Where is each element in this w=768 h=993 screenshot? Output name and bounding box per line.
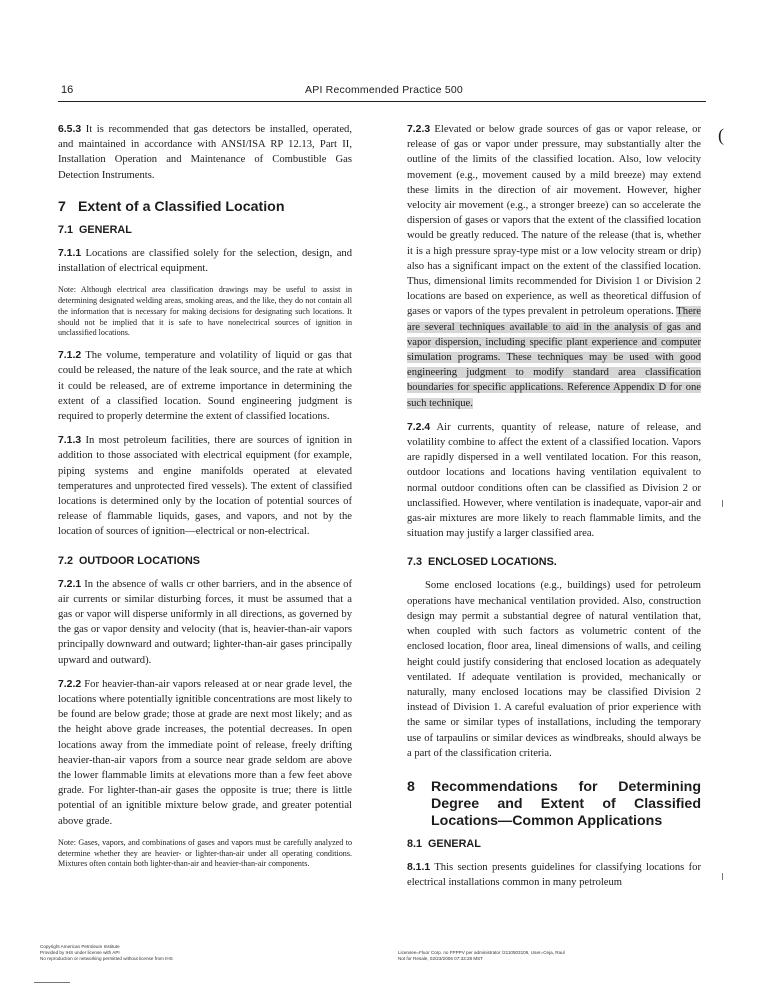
paragraph-7-1-1: 7.1.1 Locations are classified solely for the selection, design, and installation of electrical equipment. xyxy=(58,247,352,275)
right-column xyxy=(407,122,701,899)
paragraph-7-2-2: 7.2.2 For heavier-than-air vapors released at or near grade level, the locations where potentially ignitible concentrations are most likely to be found are below grade; those at grade are next most likely; and as the height above grade increases, the potential decreases. In open locations away from the immediate point of release, freely drifting heavier-than-air vapors from a source near grade seldom are above the lower flammable limits at elevations more than a few feet above grade. For lighter-than-air gases the opposite is true; there is little potential of an ignitible mixture below grade, and greater potential above grade. xyxy=(58,678,352,827)
paragraph-7-1-2: 7.1.2 The volume, temperature and volatility of liquid or gas that could be released, the nature of the leak source, and the rate at which it could be released, are of extreme importance in determining the extent of a classified location. Sound engineering judgment is required to properly determine the extent of classified locations. xyxy=(58,350,352,423)
paragraph-6-5-3: 6.5.3 It is recommended that gas detectors be installed, operated, and maintained in accordance with ANSI/ISA RP 12.13, Part II, Installation Operation and Maintenance of Combustible Gas Detection Instruments. xyxy=(58,124,352,181)
subsection-7-2-heading: 7.2 OUTDOOR LOCATIONS xyxy=(58,554,200,567)
page-number: 16 xyxy=(61,84,74,96)
paragraph-7-2-1: 7.2.1 In the absence of walls cr other barriers, and in the absence of air currents or similar disturbing forces, it must be assumed that a gas or vapor will disperse uniformly in all directions, as governed by the gas or vapor density and velocity (that is, heavier-than-air vapors principally downward and outward; lighter-than-air gases principally upward and outward). xyxy=(58,578,352,666)
header-rule xyxy=(58,101,706,102)
footer-license: Licensee=Fluor Corp. no FPPPV per administrator /2110503106, User=Ceja, Raul Not for Resale, 02/23/2006 07:33:28 MST xyxy=(398,950,565,962)
subsection-7-3-heading: 7.3 ENCLOSED LOCATIONS. xyxy=(407,556,557,569)
footer-copyright: Copyright American Petroleum Institute Provided by IHS under license with API No reproduction or networking permitted without license from IHS xyxy=(40,944,173,962)
paragraph-8-1-1: 8.1.1 This section presents guidelines for classifying locations for electrical installations common in many petroleum xyxy=(407,861,701,889)
paragraph-7-1-3: 7.1.3 In most petroleum facilities, there are sources of ignition in addition to those associated with electrical equipment (for example, piping systems and engine manifolds operated at elevated temperatures and unprotected fired vessels). The extent of classified locations is determined only by the location of potential sources of release of flammable liquids, gases, and vapors, and not by the location of sources of ignition—electrical or non-electrical. xyxy=(58,435,353,538)
left-column xyxy=(58,122,352,879)
note-2: Note: Gases, vapors, and combinations of gases and vapors must be carefully analyzed to determine whether they are heavier- or lighter-than-air under all operating conditions. Mixtures often contain both lighter-than-air and heavier-than-air components. xyxy=(58,837,352,869)
section-7-heading: 7 Extent of a Classified Location xyxy=(58,198,285,215)
paragraph-7-2-4: 7.2.4 Air currents, quantity of release, nature of release, and volatility combine to affect the extent of a classified location. Vapors are rapidly dispersed in a well ventilated location. For this reason, outdoor locations and locations having ventilation equivalent to normal outdoor conditions often can be classified as Division 2 or unclassified. However, where ventilation is inadequate, vapor-air and gas-air mixtures are more likely to reach flammable limits, and the situation may justify a larger classified area. xyxy=(407,421,701,540)
paragraph-7-3: Some enclosed locations (e.g., buildings) used for petroleum operations have mechanical ventilation provided. Also, construction design may permit a substantial degree of natural ventilation that, when coupled with such factors as volumetric content of the enclosed location, floor area, lineal dimensions of walls, and ceiling height could justify considering that enclosed location as adequately ventilated. If adequate ventilation is provided, mechanically or naturally, many enclosed locations may be classified Division 2 instead of Division 1. A careful evaluation of prior experience with the same or similar types of installations, including the temporary use of tarpaulins or similar devices as windbreaks, should always be a part of the classification criteria. xyxy=(407,580,701,759)
note-1: Note: Although electrical area classification drawings may be useful to assist in determining designated welding areas, smoking areas, and the like, they do not contain all the information that is necessary for making decisions for designating such locations. It should not be implied that it is safe to have nonelectrical sources of ignition in unclassified locations. xyxy=(58,285,352,338)
margin-mark xyxy=(722,873,723,880)
subsection-8-1-heading: 8.1 GENERAL xyxy=(407,837,481,850)
footer-rule xyxy=(34,982,70,983)
subsection-7-1-heading: 7.1 GENERAL xyxy=(58,223,132,236)
section-8-heading: 8 Recommendations for Determining Degree and Extent of Classified Locations—Common Applications xyxy=(407,778,701,829)
margin-change-bar: ( xyxy=(718,125,724,145)
running-header: API Recommended Practice 500 xyxy=(305,84,463,96)
paragraph-7-2-3: 7.2.3 Elevated or below grade sources of gas or vapor release, or release of gas or vapor under pressure, may substantially alter the outline of the limits of the classified location. Also, low velocity movement (e.g., movement caused by a mild breeze) may extend these limits in the direction of air movement. However, higher velocity air movement (e.g., a stronger breeze) can so accelerate the dispersion of gases or vapors that the extent of the classified location would be greatly reduced. The nature of the release (that is, whether it is a high pressure spray-type mist or a low velocity stream or drip) also has a significant impact on the extent of the classified location. Thus, dimensional limits recommended for Division 1 or Division 2 locations are based on experience, as well as theoretical diffusion of gases or vapors of the types prevalent in petroleum operations. There are several techniques available to aid in the analysis of gas and vapor dispersion, including specific plant experience and computer simulation programs. These techniques may be used with good engineering judgment to modify standard area classification boundaries for specific applications. Reference Appendix D for one such technique. xyxy=(407,124,701,409)
highlighted-text: There are several techniques available to aid in the analysis of gas and vapor dispersion, including specific plant experience and computer simulation programs. These techniques may be used with good engineering judgment to modify standard area classification boundaries for specific applications. Reference Appendix D for one such technique. xyxy=(407,306,701,409)
margin-mark xyxy=(722,500,723,507)
